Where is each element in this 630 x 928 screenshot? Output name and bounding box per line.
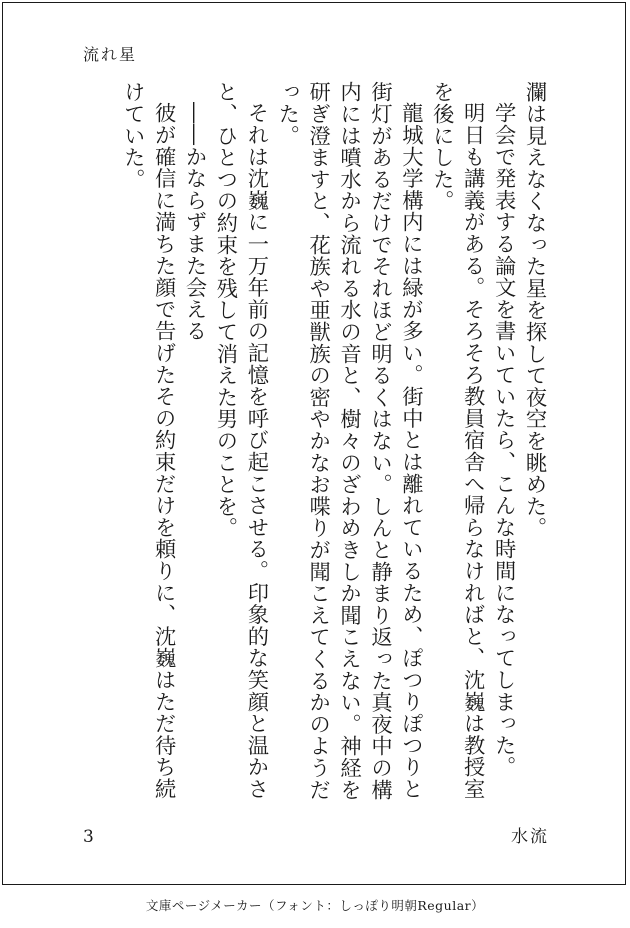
paragraph: 明日も講義がある。そろそろ教員宿舎へ帰らなければと、沈巍は教授室を後にした。 bbox=[429, 81, 486, 800]
author-name: 水流 bbox=[511, 827, 549, 847]
paragraph: 彼が確信に満ちた顔で告げたその約束だけを頼りに、沈巍はただ待ち続けていた。 bbox=[120, 81, 177, 800]
page-number: 3 bbox=[83, 827, 94, 847]
paragraph: 龍城大学構内には緑が多い。街中とは離れているため、ぽつりぽつりと街灯があるだけでそれほど明るくはない。しんと静まり返った真夜中の構内には噴水から流れる水の音と、樹々のざわめきしか聞こえない。神経を研ぎ澄ますと、花族や亜獣族の密やかなお喋りが聞こえてくるかのようだった。 bbox=[274, 81, 424, 801]
paragraph: 瀾は見えなくなった星を探して夜空を眺めた。 bbox=[522, 81, 547, 539]
running-header-title: 流れ星 bbox=[83, 45, 138, 64]
paragraph: 学会で発表する論文を書いていたら、こんな時間になってしまった。 bbox=[491, 102, 517, 779]
generator-caption: 文庫ページメーカー（フォント：しっぽり明朝Regular） bbox=[145, 898, 485, 913]
paragraph: それは沈巍に一万年前の記憶を呼び起こさせる。印象的な笑顔と温かさと、ひとつの約束を残して消えた男のことを。 bbox=[212, 81, 269, 800]
paragraph: ――かならずまた会える bbox=[182, 102, 208, 343]
page-frame bbox=[2, 2, 626, 885]
vertical-text-body bbox=[69, 81, 549, 801]
